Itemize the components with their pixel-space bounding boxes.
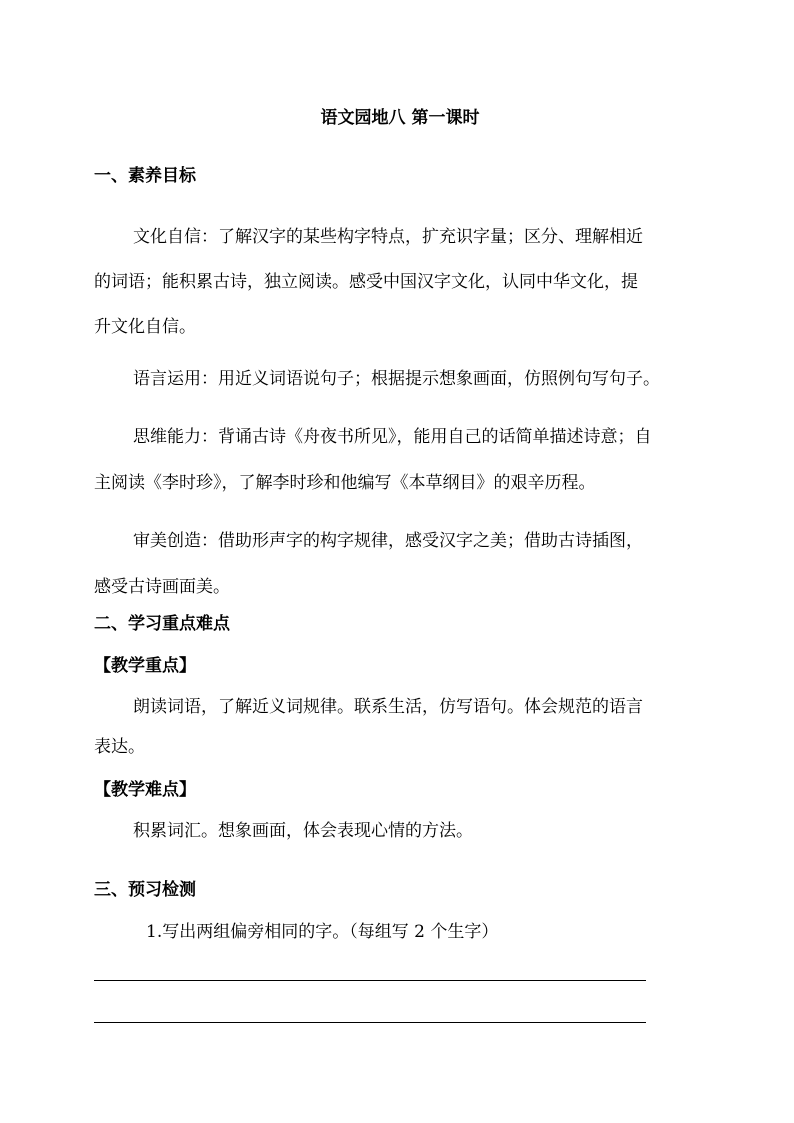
paragraph-aesthetic [94,518,706,610]
text-line: 的词语；能积累古诗，独立阅读。感受中国汉字文化，认同中华文化，提 [94,272,638,292]
text-line: 文化自信：了解汉字的某些构字特点，扩充识字量；区分、理解相近 [133,227,643,247]
text-line: 审美创造：借助形声字的构字规律，感受汉字之美；借助古诗插图， [133,531,643,551]
text-line: 感受古诗画面美。 [94,577,230,597]
answer-line[interactable] [94,980,646,981]
text-line: 积累词汇。想象画面，体会表现心情的方法。 [133,821,473,841]
label-teaching-difficulty: 【教学难点】 [94,780,196,800]
section-heading-preview: 三、预习检测 [94,880,196,900]
text-line: 升文化自信。 [94,317,196,337]
section-heading-key-points: 二、学习重点难点 [94,614,230,634]
text-line: 朗读词语，了解近义词规律。联系生活，仿写语句。体会规范的语言 [133,697,643,717]
answer-line[interactable] [94,1022,646,1023]
label-teaching-focus: 【教学重点】 [94,656,196,676]
paragraph-cultural-confidence [94,214,706,350]
paragraph-language-use [94,356,706,402]
text-line: 思维能力：背诵古诗《舟夜书所见》，能用自己的话简单描述诗意；自 [133,427,652,447]
text-line: 主阅读《李时珍》，了解李时珍和他编写《本草纲目》的艰辛历程。 [94,473,596,493]
paragraph-teaching-focus [94,684,706,770]
paragraph-teaching-difficulty [94,808,706,854]
document-title: 语文园地八 第一课时 [320,108,480,128]
question-1: 1.写出两组偏旁相同的字。（每组写 2 个生字） [146,922,499,942]
text-line: 表达。 [94,737,145,757]
text-line: 语言运用：用近义词语说句子；根据提示想象画面，仿照例句写句子。 [133,369,660,389]
paragraph-thinking-ability [94,414,706,506]
section-heading-goals: 一、素养目标 [94,166,196,186]
